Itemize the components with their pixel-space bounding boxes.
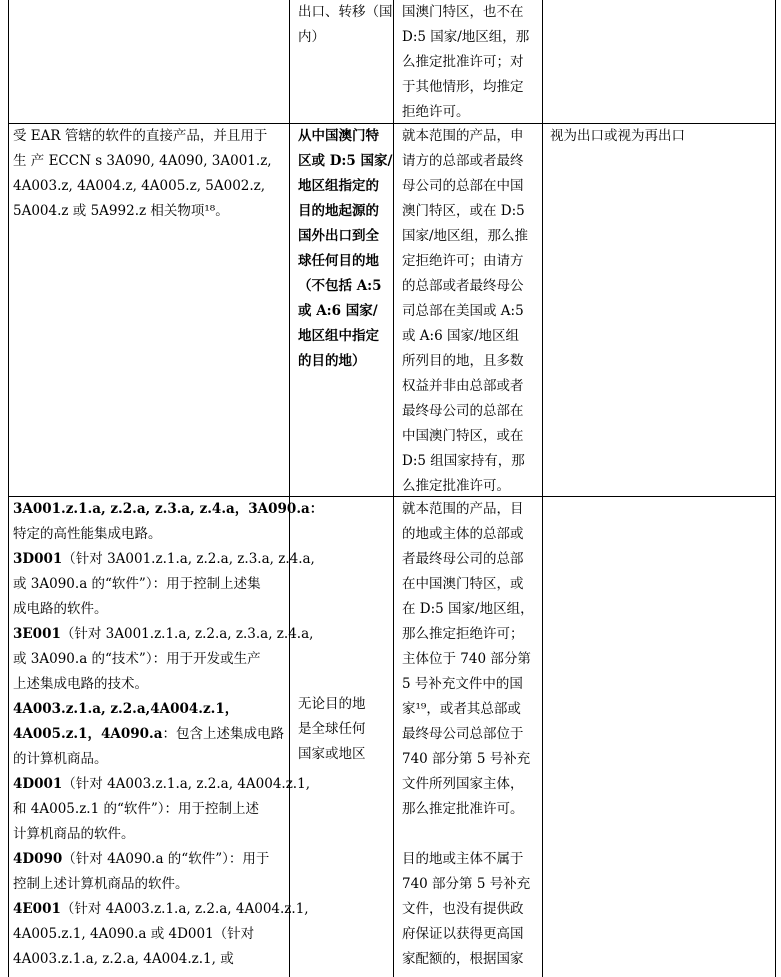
text-line: 区或 D:5 国家/ bbox=[298, 153, 393, 169]
text-line: 府保证以获得更高国 bbox=[402, 926, 524, 942]
text-line: （不包括 A:5 bbox=[298, 278, 382, 294]
text-line: 定拒绝许可；由请方 bbox=[402, 253, 524, 269]
text-line: 澳门特区，或在 D:5 bbox=[402, 203, 525, 219]
item-text: 或 3A090.a 的“技术”）：用于开发或生产 bbox=[13, 651, 261, 667]
item-text: （针对 3A001.z.1.a, z.2.a, z.3.a, z.4.a, bbox=[62, 551, 315, 567]
text-line bbox=[13, 822, 283, 847]
text-line: 无论目的地 bbox=[298, 696, 366, 712]
paragraph-gap bbox=[402, 822, 536, 847]
text-line: 者最终母公司的总部 bbox=[402, 551, 524, 567]
text-line bbox=[13, 697, 283, 722]
item-text: （针对 4A003.z.1.a, z.2.a, 4A004.z.1, bbox=[60, 901, 309, 917]
text-line bbox=[13, 547, 315, 572]
item-text: （针对 4A003.z.1.a, z.2.a, 4A004.z.1, bbox=[62, 776, 310, 792]
text-line bbox=[13, 522, 283, 547]
item-text: 计算机商品的软件。 bbox=[13, 826, 135, 842]
text-line: 或 A:6 国家/地区组 bbox=[402, 328, 520, 344]
text-line: 么推定批准许可。 bbox=[402, 478, 510, 494]
text-line: 地区组中指定 bbox=[298, 328, 379, 344]
text-line: 家配额的，根据国家 bbox=[402, 951, 524, 967]
text-line: 国澳门特区，也不在 bbox=[402, 4, 524, 20]
table-border-col2 bbox=[393, 0, 394, 977]
text-line: 最终母公司总部位于 bbox=[402, 726, 524, 742]
text-line: 那么推定拒绝许可； bbox=[402, 626, 524, 642]
text-line: 视为出口或视为再出口 bbox=[550, 128, 685, 144]
text-line: 中国澳门特区，或在 bbox=[402, 428, 524, 444]
row3-policy-cell bbox=[402, 497, 536, 972]
text-line: 司总部在美国或 A:5 bbox=[402, 303, 524, 319]
item-code: 3D001 bbox=[13, 551, 63, 567]
text-line: D:5 组国家持有，那 bbox=[402, 453, 525, 469]
text-line: 就本范围的产品，申 bbox=[402, 128, 524, 144]
row1-policy-cell bbox=[402, 0, 536, 125]
text-line: 那么推定批准许可。 bbox=[402, 801, 524, 817]
text-line bbox=[13, 897, 309, 922]
table-border-col3 bbox=[542, 0, 543, 977]
table-border-left bbox=[8, 0, 9, 977]
item-text: 4A003.z.1.a, z.2.a, 4A004.z.1, 或 bbox=[13, 951, 234, 967]
text-line: 或 A:6 国家/ bbox=[298, 303, 378, 319]
item-code: 4D090 bbox=[13, 851, 63, 867]
text-line: 最终母公司的总部在 bbox=[402, 403, 524, 419]
text-line: 就本范围的产品，目 bbox=[402, 501, 524, 517]
text-line: 请方的总部或者最终 bbox=[402, 153, 524, 169]
row1-method-cell bbox=[298, 0, 393, 50]
text-line: 生 产 ECCN s 3A090, 4A090, 3A001.z, bbox=[13, 153, 272, 169]
item-code: 4A003.z.1.a, z.2.a,4A004.z.1， bbox=[13, 701, 239, 717]
text-line bbox=[13, 622, 314, 647]
row2-license-cell bbox=[550, 124, 770, 149]
text-line: 在 D:5 国家/地区组， bbox=[402, 601, 534, 617]
text-line: 受 EAR 管辖的软件的直接产品，并且用于 bbox=[13, 128, 268, 144]
text-line: 所列目的地，且多数 bbox=[402, 353, 524, 369]
text-line: 主体位于 740 部分第 bbox=[402, 651, 531, 667]
item-text: 特定的高性能集成电路。 bbox=[13, 526, 162, 542]
text-line: 母公司的总部在中国 bbox=[402, 178, 524, 194]
text-line: 文件所列国家主体， bbox=[402, 776, 524, 792]
item-text: 控制上述计算机商品的软件。 bbox=[13, 876, 189, 892]
row3-scope-cell bbox=[298, 692, 388, 767]
item-text: 的计算机商品。 bbox=[13, 751, 108, 767]
text-line: 5A004.z 或 5A992.z 相关物项¹⁸。 bbox=[13, 203, 229, 219]
row3-items-cell bbox=[13, 497, 324, 972]
text-line: 的总部或者最终母公 bbox=[402, 278, 524, 294]
text-line: 目的地起源的 bbox=[298, 203, 379, 219]
item-text: 4A005.z.1, 4A090.a 或 4D001（针对 bbox=[13, 926, 255, 942]
text-line: 权益并非由总部或者 bbox=[402, 378, 524, 394]
text-line: 地区组指定的 bbox=[298, 178, 379, 194]
table-border-col1 bbox=[289, 0, 290, 977]
text-line bbox=[13, 722, 283, 747]
text-line bbox=[13, 497, 324, 522]
text-line: 拒绝许可。 bbox=[402, 104, 470, 120]
item-text: （针对 4A090.a 的“软件”）：用于 bbox=[62, 851, 270, 867]
text-line bbox=[13, 797, 283, 822]
text-line bbox=[13, 572, 283, 597]
item-code: 4A005.z.1，4A090.a bbox=[13, 726, 163, 742]
item-code: 3E001 bbox=[13, 626, 61, 642]
text-line bbox=[13, 647, 283, 672]
item-text: 和 4A005.z.1 的“软件”）：用于控制上述 bbox=[13, 801, 260, 817]
row2-items-cell bbox=[13, 124, 283, 224]
item-text: 或 3A090.a 的“软件”）：用于控制上述集 bbox=[13, 576, 261, 592]
text-line: 从中国澳门特 bbox=[298, 128, 379, 144]
text-line bbox=[13, 747, 283, 772]
text-line: 目的地或主体不属于 bbox=[402, 851, 524, 867]
text-line: D:5 国家/地区组，那 bbox=[402, 29, 530, 45]
text-line: 国外出口到全 bbox=[298, 228, 379, 244]
text-line: 出口、转移（国 bbox=[298, 4, 393, 20]
text-line: 内） bbox=[298, 29, 325, 45]
text-line: 740 部分第 5 号补充 bbox=[402, 751, 531, 767]
text-line: 文件，也没有提供政 bbox=[402, 901, 524, 917]
text-line bbox=[13, 947, 283, 972]
text-line bbox=[13, 872, 283, 897]
table-border-right bbox=[775, 0, 776, 977]
item-code: 3A001.z.1.a, z.2.a, z.3.a, z.4.a，3A090.a： bbox=[13, 501, 324, 517]
text-line: 是全球任何 bbox=[298, 721, 366, 737]
item-code: 4D001 bbox=[13, 776, 63, 792]
text-line: 的地或主体的总部或 bbox=[402, 526, 524, 542]
text-line: 的目的地） bbox=[298, 353, 366, 369]
text-line: 国家或地区 bbox=[298, 746, 366, 762]
text-line: 5 号补充文件中的国 bbox=[402, 676, 523, 692]
row2-policy-cell bbox=[402, 124, 536, 499]
row2-scope-cell bbox=[298, 124, 393, 374]
text-line: 球任何目的地 bbox=[298, 253, 379, 269]
text-line bbox=[13, 772, 310, 797]
item-code: 4E001 bbox=[13, 901, 61, 917]
text-line: 于其他情形，均推定 bbox=[402, 79, 524, 95]
text-line bbox=[13, 847, 283, 872]
text-line: 在中国澳门特区，或 bbox=[402, 576, 524, 592]
item-text: （针对 3A001.z.1.a, z.2.a, z.3.a, z.4.a, bbox=[60, 626, 314, 642]
text-line: 国家/地区组，那么推 bbox=[402, 228, 529, 244]
text-line: 家¹⁹，或者其总部或 bbox=[402, 701, 521, 717]
text-line bbox=[13, 672, 283, 697]
text-line: 么推定批准许可；对 bbox=[402, 54, 524, 70]
text-line bbox=[13, 597, 283, 622]
item-text: ：包含上述集成电路 bbox=[162, 726, 285, 742]
item-text: 上述集成电路的技术。 bbox=[13, 676, 148, 692]
item-text: 成电路的软件。 bbox=[13, 601, 108, 617]
text-line: 740 部分第 5 号补充 bbox=[402, 876, 531, 892]
text-line bbox=[13, 922, 283, 947]
text-line: 4A003.z, 4A004.z, 4A005.z, 5A002.z, bbox=[13, 178, 266, 194]
